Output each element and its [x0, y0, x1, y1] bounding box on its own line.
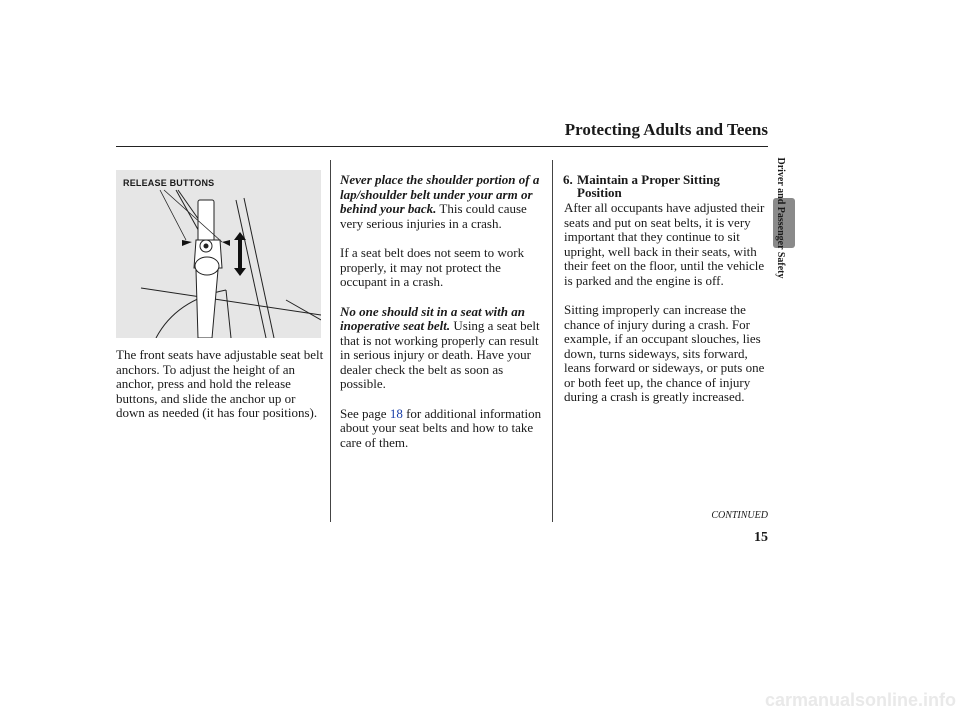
seat-belt-anchor-drawing: [116, 170, 321, 338]
column-divider-1: [330, 160, 331, 522]
warning-shoulder-belt-text: This could cause very serious injuries in a crash.: [340, 201, 527, 231]
section-heading-line-1: Maintain a Proper Sitting: [577, 172, 720, 187]
left-column: [116, 348, 326, 421]
section-tab-label: Driver and Passenger Safety: [775, 157, 786, 279]
section-heading-line-2: Position: [577, 185, 622, 200]
page-18-link[interactable]: 18: [389, 405, 403, 421]
section-number: 6.: [563, 172, 573, 187]
warning-inoperative-belt: [340, 305, 548, 392]
anchor-adjust-paragraph: The front seats have adjustable seat belt anchors. To adjust the height of an anchor, press and hold the release buttons, and slide the anchor up or down as needed (it has four positions).: [116, 347, 324, 420]
column-divider-2: [552, 160, 553, 522]
belt-not-working-paragraph: If a seat belt does not seem to work properly, it may not protect the occupant in a crash.: [340, 245, 525, 289]
sitting-improperly-paragraph: Sitting improperly can increase the chance of injury during a crash. For example, if an occupant slouches, lies down, turns sideways, sits forward, leans forward or sideways, or puts one or both feet up, the chance of injury during a crash is greatly increased.: [564, 302, 765, 404]
see-page-suffix: for additional information about your seat belts and how to take care of them.: [340, 405, 542, 450]
warning-inoperative-belt-bold: No one should sit in a seat with an inoperative seat belt.: [340, 303, 525, 333]
continued-label: CONTINUED: [711, 510, 768, 521]
warning-shoulder-belt: [340, 173, 548, 231]
watermark: carmanualsonline.info: [764, 690, 956, 710]
see-page-prefix: See page: [340, 405, 390, 421]
header-divider: [116, 146, 768, 147]
release-buttons-callout: RELEASE BUTTONS: [123, 178, 215, 188]
see-page-paragraph: [340, 407, 548, 451]
page-title: Protecting Adults and Teens: [564, 120, 768, 139]
seat-belt-anchor-illustration: [116, 170, 321, 338]
middle-column: [340, 173, 548, 450]
warning-shoulder-belt-bold: Never place the shoulder portion of a lap/shoulder belt under your arm or behind your back.: [340, 172, 540, 216]
page-number: 15: [754, 530, 768, 545]
sitting-upright-paragraph: After all occupants have adjusted their seats and put on seat belts, it is very important that they continue to sit upright, well back in their seats, with their feet on the floor, until the vehicle is parked and the engine is off.: [564, 200, 765, 288]
section-heading-sitting-position: [564, 173, 770, 199]
right-column: [564, 173, 770, 405]
warning-inoperative-belt-text: Using a seat belt that is not working properly can result in serious injury or death. Have your dealer check the belt as soon as possible.: [340, 318, 540, 391]
